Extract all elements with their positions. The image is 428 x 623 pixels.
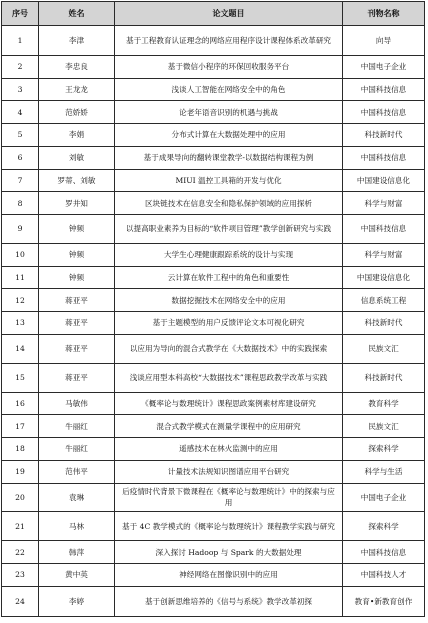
journal-name: 信息系统工程 <box>343 289 425 312</box>
row-number: 9 <box>2 214 39 243</box>
journal-name: 民族文汇 <box>343 415 425 438</box>
row-number: 1 <box>2 26 39 56</box>
row-number: 24 <box>2 586 39 616</box>
table-row <box>2 392 425 415</box>
journal-name: 中国科技信息 <box>343 78 425 101</box>
author-name: 蒋亚平 <box>39 289 115 312</box>
row-number: 7 <box>2 169 39 192</box>
table-row <box>2 26 425 56</box>
row-number: 13 <box>2 312 39 335</box>
author-name: 牛丽红 <box>39 415 115 438</box>
author-name: 范伟平 <box>39 460 115 483</box>
row-number: 5 <box>2 124 39 147</box>
header-journal: 刊物名称 <box>343 2 425 26</box>
paper-title: 后疫情时代背景下微课程在《概率论与数理统计》中的探索与应用 <box>115 483 343 512</box>
row-number: 14 <box>2 334 39 363</box>
paper-title: 基于创新思维培养的《信号与系统》教学改革初探 <box>115 586 343 616</box>
table-row <box>2 169 425 192</box>
row-number: 12 <box>2 289 39 312</box>
row-number: 6 <box>2 146 39 169</box>
row-number: 11 <box>2 266 39 289</box>
journal-name: 科技新时代 <box>343 124 425 147</box>
table-row <box>2 312 425 335</box>
header-name: 姓名 <box>39 2 115 26</box>
author-name: 李娟 <box>39 124 115 147</box>
author-name: 袁琳 <box>39 483 115 512</box>
table-row <box>2 512 425 541</box>
paper-title: 基于微信小程序的环保回收服务平台 <box>115 55 343 78</box>
paper-title: 分布式计算在大数据处理中的应用 <box>115 124 343 147</box>
journal-name: 向导 <box>343 26 425 56</box>
journal-name: 民族文汇 <box>343 334 425 363</box>
row-number: 19 <box>2 460 39 483</box>
row-number: 22 <box>2 541 39 564</box>
journal-name: 科学与财富 <box>343 243 425 266</box>
journal-name: 探索科学 <box>343 438 425 461</box>
paper-title: 以应用为导向的混合式教学在《大数据技术》中的实践探索 <box>115 334 343 363</box>
table-row <box>2 266 425 289</box>
row-number: 2 <box>2 55 39 78</box>
author-name: 李忠良 <box>39 55 115 78</box>
author-name: 蒋亚平 <box>39 312 115 335</box>
journal-name: 中国科技信息 <box>343 214 425 243</box>
journal-name: 教育•新教育创作 <box>343 586 425 616</box>
table-row <box>2 415 425 438</box>
table-row <box>2 214 425 243</box>
paper-title: 遥感技术在林火监测中的应用 <box>115 438 343 461</box>
row-number: 21 <box>2 512 39 541</box>
paper-title: 浅谈人工智能在网络安全中的角色 <box>115 78 343 101</box>
header-title: 论文题目 <box>115 2 343 26</box>
paper-title: 基于 4C 教学模式的《概率论与数理统计》课程教学实践与研究 <box>115 512 343 541</box>
header-row <box>2 2 425 26</box>
header-no: 序号 <box>2 2 39 26</box>
table-row <box>2 586 425 616</box>
journal-name: 中国建设信息化 <box>343 266 425 289</box>
table-row <box>2 564 425 587</box>
journal-name: 科技新时代 <box>343 312 425 335</box>
table-row <box>2 124 425 147</box>
author-name: 王龙龙 <box>39 78 115 101</box>
author-name: 范娇娇 <box>39 101 115 124</box>
row-number: 17 <box>2 415 39 438</box>
paper-title: 浅谈应用型本科高校“大数据技术”课程思政教学改革与实践 <box>115 363 343 392</box>
paper-title: 大学生心理健康跟踪系统的设计与实现 <box>115 243 343 266</box>
author-name: 钟频 <box>39 243 115 266</box>
row-number: 16 <box>2 392 39 415</box>
row-number: 20 <box>2 483 39 512</box>
table-row <box>2 541 425 564</box>
table-row <box>2 460 425 483</box>
table-row <box>2 78 425 101</box>
paper-title: 云计算在软件工程中的角色和重要性 <box>115 266 343 289</box>
paper-title: 以提高职业素养为目标的“软件项目管理”教学创新研究与实践 <box>115 214 343 243</box>
table-body <box>2 26 425 617</box>
author-name: 李津 <box>39 26 115 56</box>
journal-name: 科学与生活 <box>343 460 425 483</box>
journal-name: 中国电子企业 <box>343 55 425 78</box>
table-row <box>2 363 425 392</box>
author-name: 马敏伟 <box>39 392 115 415</box>
journal-name: 中国科技人才 <box>343 564 425 587</box>
paper-title: 深入探讨 Hadoop 与 Spark 的大数据处理 <box>115 541 343 564</box>
row-number: 18 <box>2 438 39 461</box>
paper-title: 数据挖掘技术在网络安全中的应用 <box>115 289 343 312</box>
journal-name: 中国电子企业 <box>343 483 425 512</box>
author-name: 钟频 <box>39 266 115 289</box>
table-row <box>2 438 425 461</box>
journal-name: 教育科学 <box>343 392 425 415</box>
paper-title: 神经网络在图像识别中的应用 <box>115 564 343 587</box>
journal-name: 探索科学 <box>343 512 425 541</box>
table-row <box>2 101 425 124</box>
table-row <box>2 146 425 169</box>
paper-title: 基于主题模型的用户反馈评论文本可视化研究 <box>115 312 343 335</box>
row-number: 4 <box>2 101 39 124</box>
author-name: 韩萍 <box>39 541 115 564</box>
row-number: 23 <box>2 564 39 587</box>
row-number: 15 <box>2 363 39 392</box>
paper-title: 论老年语音识别的机遇与挑战 <box>115 101 343 124</box>
author-name: 牛丽红 <box>39 438 115 461</box>
paper-title: 混合式教学模式在测量学课程中的应用研究 <box>115 415 343 438</box>
author-name: 李婷 <box>39 586 115 616</box>
table-row <box>2 243 425 266</box>
paper-title: MIUI 温控工具箱的开发与优化 <box>115 169 343 192</box>
author-name: 蒋亚平 <box>39 363 115 392</box>
paper-title: 基于成果导向的翻转课堂教学-以数据结构课程为例 <box>115 146 343 169</box>
paper-title: 《概率论与数理统计》课程思政案例素材库建设研究 <box>115 392 343 415</box>
author-name: 钟频 <box>39 214 115 243</box>
paper-title: 基于工程教育认证理念的网络应用程序设计课程体系改革研究 <box>115 26 343 56</box>
journal-name: 中国科技信息 <box>343 101 425 124</box>
journal-name: 中国科技信息 <box>343 541 425 564</box>
paper-title: 计量技术法规知识图谱应用平台研究 <box>115 460 343 483</box>
author-name: 蒋亚平 <box>39 334 115 363</box>
journal-name: 科技新时代 <box>343 363 425 392</box>
row-number: 3 <box>2 78 39 101</box>
author-name: 黄中英 <box>39 564 115 587</box>
paper-title: 区块链技术在信息安全和隐私保护领域的应用探析 <box>115 192 343 215</box>
journal-name: 科学与财富 <box>343 192 425 215</box>
author-name: 罗井知 <box>39 192 115 215</box>
table-row <box>2 483 425 512</box>
journal-name: 中国科技信息 <box>343 146 425 169</box>
journal-name: 中国建设信息化 <box>343 169 425 192</box>
row-number: 8 <box>2 192 39 215</box>
author-name: 罗蒂、刘敏 <box>39 169 115 192</box>
papers-table <box>1 1 425 617</box>
table-row <box>2 334 425 363</box>
author-name: 马林 <box>39 512 115 541</box>
table-row <box>2 55 425 78</box>
table-row <box>2 289 425 312</box>
table-row <box>2 192 425 215</box>
row-number: 10 <box>2 243 39 266</box>
author-name: 刘敏 <box>39 146 115 169</box>
